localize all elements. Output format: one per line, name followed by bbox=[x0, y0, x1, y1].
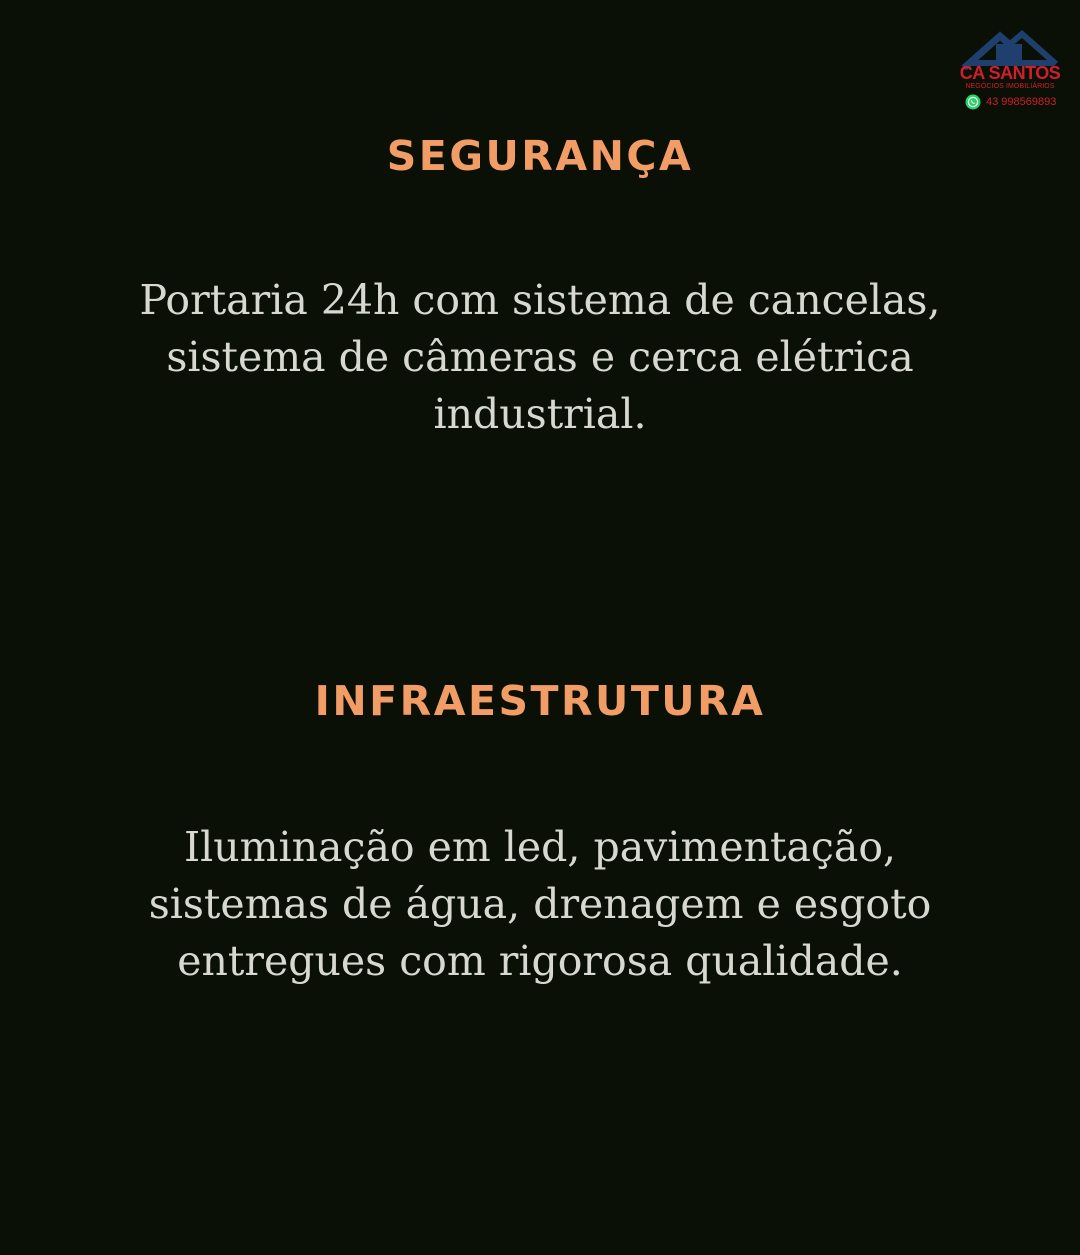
phone-number: 43 998569893 bbox=[986, 95, 1057, 108]
infrastructure-description: Iluminação em led, pavimentação, sistemas de água, drenagem e esgoto entregues com rigorosa qualidade. bbox=[148, 823, 932, 985]
brand-logo bbox=[955, 30, 1065, 112]
brand-contact bbox=[965, 94, 1056, 110]
security-title: SEGURANÇA bbox=[386, 132, 694, 180]
security-description: Portaria 24h com sistema de cancelas, sistema de câmeras e cerca elétrica industrial. bbox=[139, 276, 941, 438]
whatsapp-icon bbox=[965, 94, 981, 110]
infrastructure-title: INFRAESTRUTURA bbox=[314, 677, 766, 725]
brand-name: CA SANTOS bbox=[959, 63, 1061, 83]
brand-subtitle: NEGÓCIOS IMOBILIÁRIOS bbox=[965, 83, 1055, 90]
